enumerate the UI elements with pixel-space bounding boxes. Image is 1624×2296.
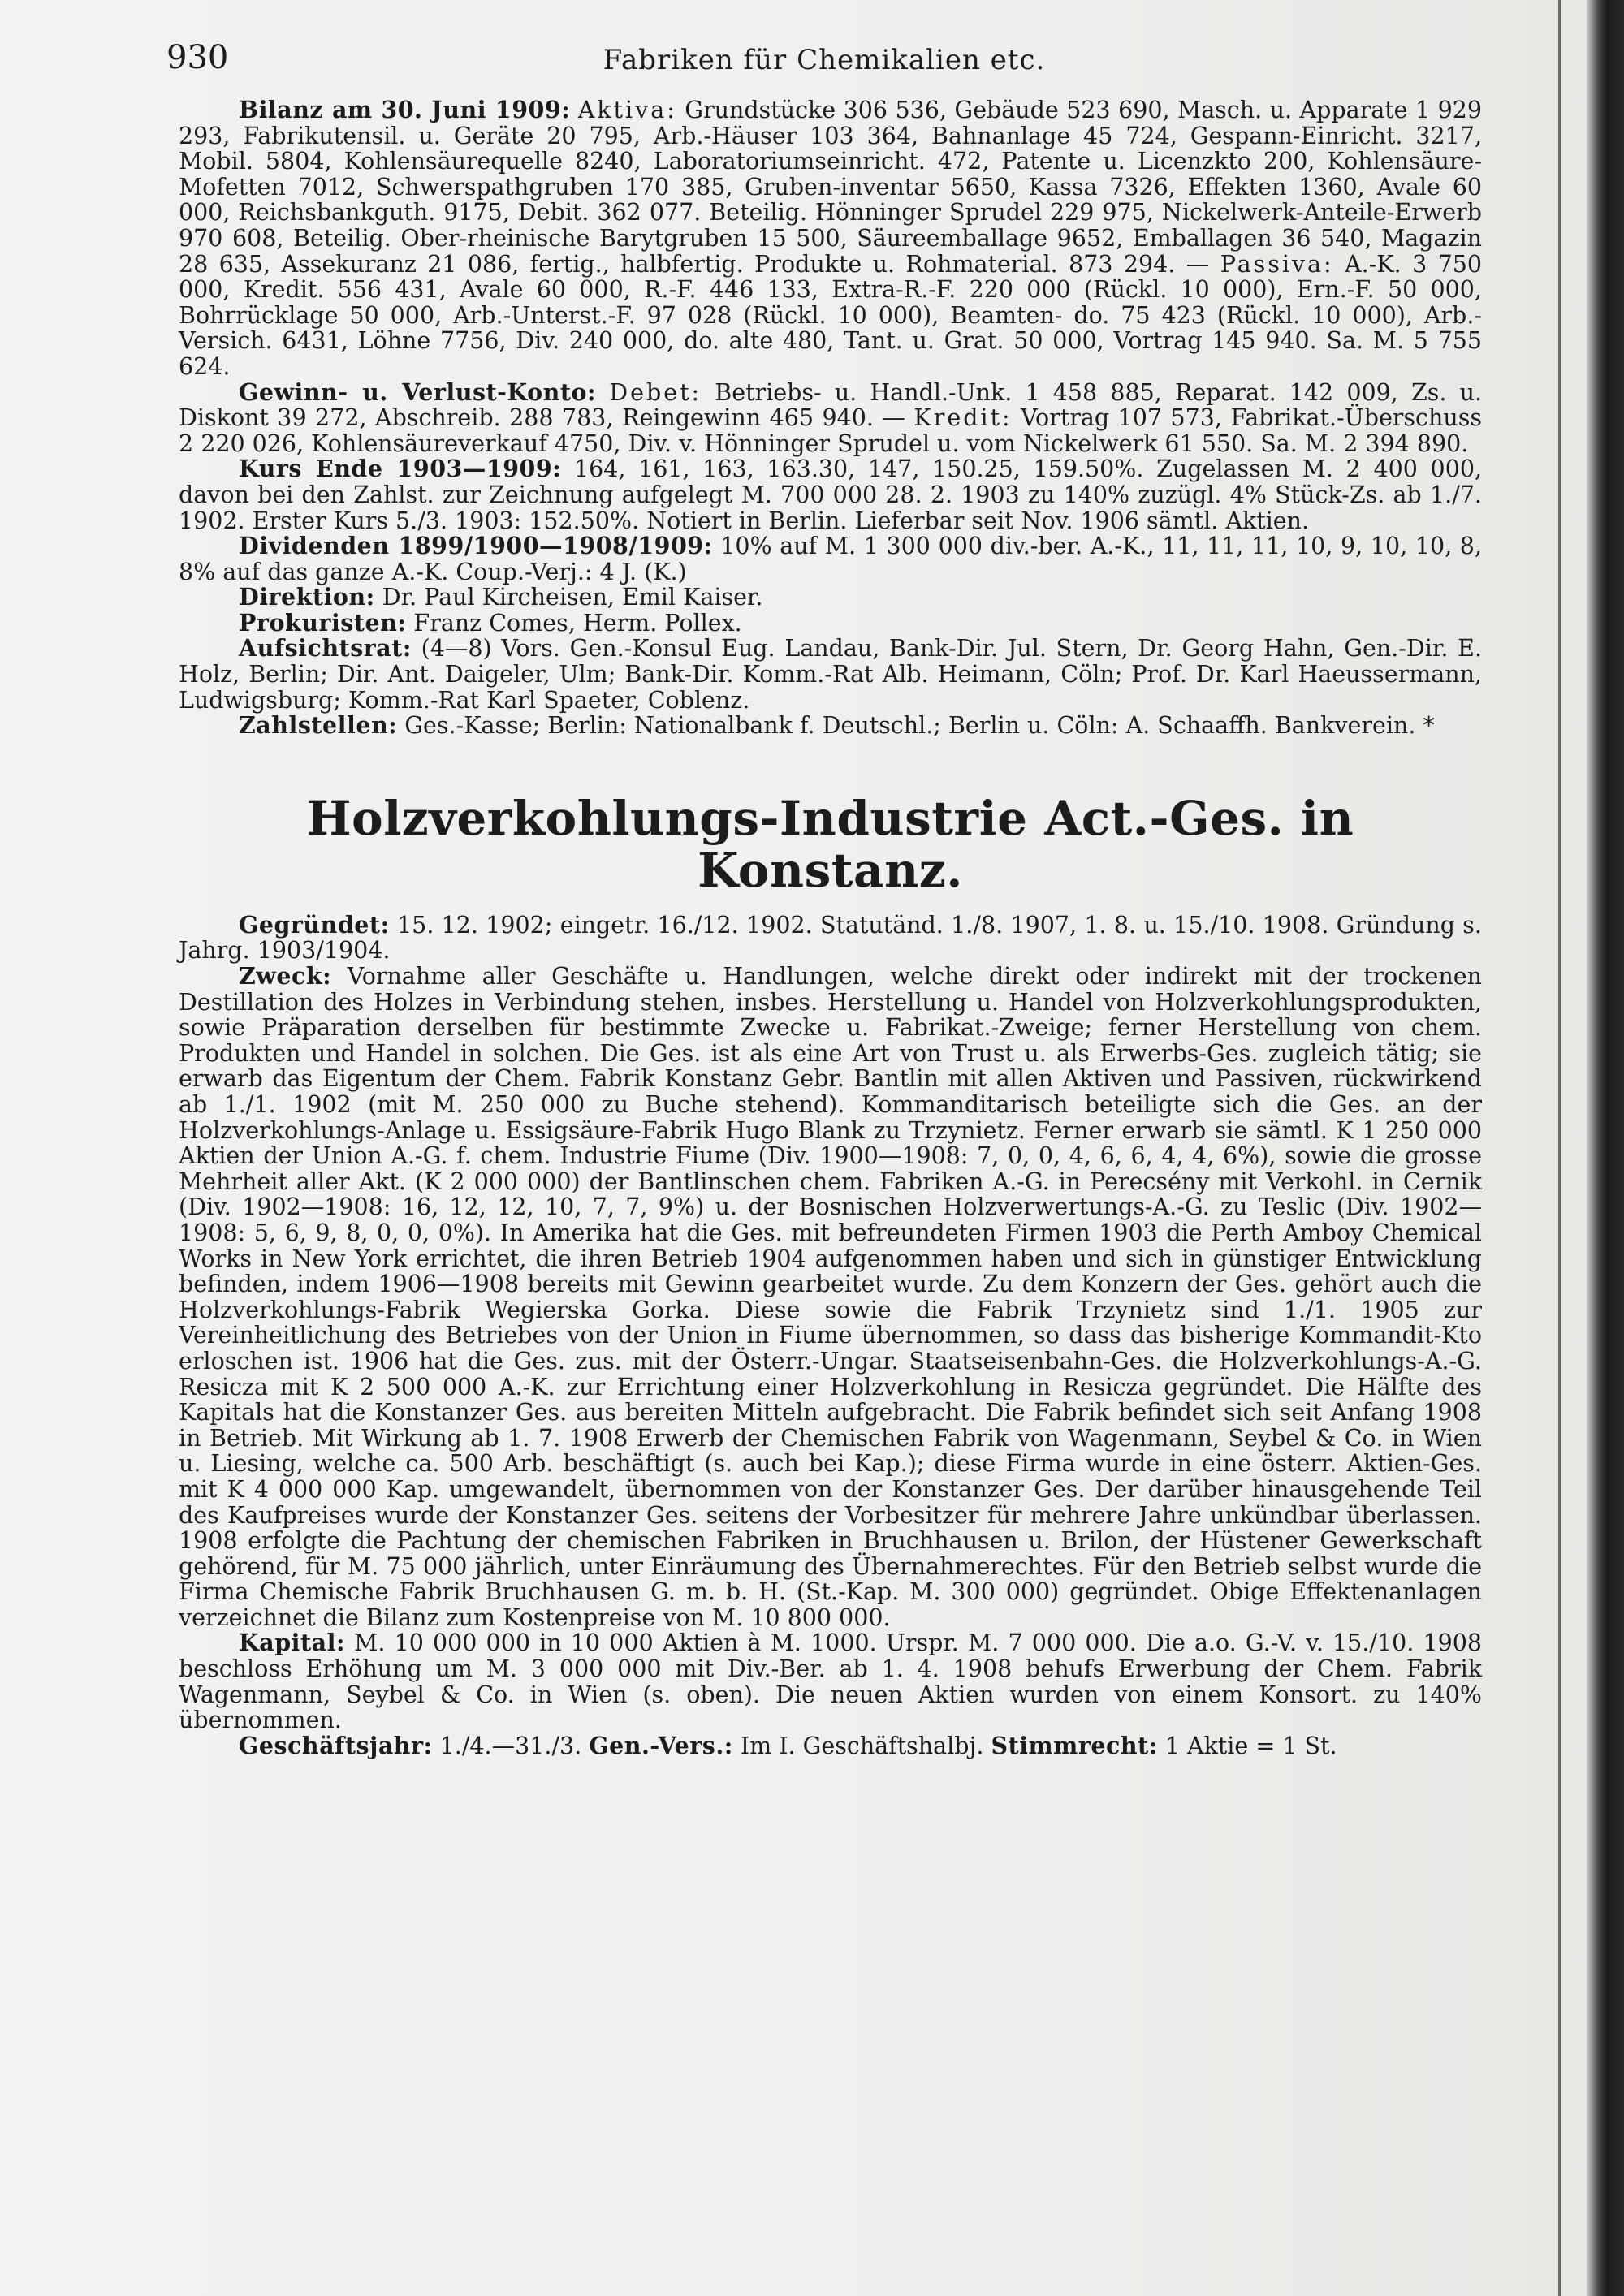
prokuristen-paragraph bbox=[179, 608, 1482, 637]
stimmrecht-label: Stimmrecht: bbox=[991, 1731, 1158, 1759]
kredit-text: Vortrag 107 573, Fabrikat.-Überschuss 2 220 026, Kohlensäureverkauf 4750, Div. v. Hönninger Sprudel u. vom Nickelwerk 61 550. Sa. M. 2 394 890. bbox=[179, 404, 1482, 457]
aufsichtsrat-paragraph bbox=[179, 636, 1482, 713]
binding-line bbox=[1558, 0, 1561, 2296]
debet-text: Betriebs- u. Handl.-Unk. 1 458 885, Reparat. 142 009, Zs. u. Diskont 39 272, Abschreib. 288 783, Reingewinn 465 940. — bbox=[179, 378, 1483, 432]
aufsichtsrat-text: (4—8) Vors. Gen.-Konsul Eug. Landau, Bank-Dir. Jul. Stern, Dr. Georg Hahn, Gen.-Dir. E. Holz, Berlin; Dir. Ant. Daigeler, Ulm; Bank-Dir. Komm.-Rat Alb. Heimann, Cöln; Prof. Dr. Karl Haeussermann, Ludwigsburg; Komm.-Rat Karl Spaeter, Coblenz. bbox=[179, 635, 1483, 714]
zweck-paragraph bbox=[179, 964, 1482, 1630]
zweck-label: Zweck: bbox=[239, 962, 332, 990]
kapital-paragraph bbox=[179, 1630, 1482, 1733]
page-content bbox=[179, 97, 1482, 1759]
stimmrecht-text: 1 Aktie = 1 St. bbox=[1164, 1732, 1337, 1759]
zahlstellen-label: Zahlstellen: bbox=[239, 711, 398, 740]
company-title: Holzverkohlungs-Industrie Act.-Ges. in Konstanz. bbox=[306, 790, 1354, 898]
gewinn-paragraph bbox=[179, 380, 1482, 457]
prokuristen-text: Franz Comes, Herm. Pollex. bbox=[413, 609, 742, 637]
dividenden-label: Dividenden 1899/1900—1908/1909: bbox=[239, 532, 713, 560]
zweck-text: Vornahme aller Geschäfte u. Handlungen, welche direkt oder indirekt mit der trockenen Destillation des Holzes in Verbindung stehen, insbes. Herstellung u. Handel von Holzverkohlungsprodukten, sowie Präparation derselben für bestimmte Zwecke u. Fabrikat.-Zweige; ferner Herstellung von chem. Produkten und Handel in solchen. Die Ges. ist als eine Art von Trust u. als Erwerbs-Ges. zugleich tätig; sie erwarb das Eigentum der Chem. Fabrik Konstanz Gebr. Bantlin mit allen Aktiven und Passiven, rückwirkend ab 1./1. 1902 (mit M. 250 000 zu Buche stehend). Kommanditarisch beteiligte sich die Ges. an der Holzverkohlungs-Anlage u. Essigsäure-Fabrik Hugo Blank zu Trzynietz. Ferner erwarb sie sämtl. K 1 250 000 Aktien der Union A.-G. f. chem. Industrie Fiume (Div. 1900—1908: 7, 0, 0, 4, 6, 6, 4, 4, 6%), sowie die grosse Mehrheit aller Akt. (K 2 000 000) der Bantlinschen chem. Fabriken A.-G. in Perecsény mit Verkohl. in Cernik (Div. 1902—1908: 16, 12, 12, 10, 7, 7, 9%) u. der Bosnischen Holzverwertungs-A.-G. zu Teslic (Div. 1902—1908: 5, 6, 9, 8, 0, 0, 0%). In Amerika hat die Ges. mit befreundeten Firmen 1903 die Perth Amboy Chemical Works in New York errichtet, die ihren Betrieb 1904 aufgenommen haben und sich in günstiger Entwicklung befinden, indem 1906—1908 bereits mit Gewinn gearbeitet wurde. Zu dem Konzern der Ges. gehört auch die Holzverkohlungs-Fabrik Wegierska Gorka. Diese sowie die Fabrik Trzynietz sind 1./1. 1905 zur Vereinheitlichung des Betriebes von der Union in Fiume übernommen, so dass das bisherige Kommandit-Kto erloschen ist. 1906 hat die Ges. zus. mit der Österr.-Ungar. Staatseisenbahn-Ges. die Holzverkohlungs-A.-G. Resicza mit K 2 500 000 A.-K. zur Errichtung einer Holzverkohlung in Resicza gegründet. Die Hälfte des Kapitals hat die Konstanzer Ges. aus bereiten Mitteln aufgebracht. Die Fabrik befindet sich seit Anfang 1908 in Betrieb. Mit Wirkung ab 1. 7. 1908 Erwerb der Chemischen Fabrik von Wagenmann, Seybel & Co. in Wien u. Liesing, welche ca. 500 Arb. beschäftigt (s. auch bei Kap.); diese Firma wurde in eine österr. Aktien-Ges. mit K 4 000 000 Kap. umgewandelt, übernommen von der Konstanzer Ges. Der darüber hinausgehende Teil des Kaufpreises wurde der Konstanzer Ges. seitens der Vorbesitzer für mehrere Jahre unkündbar überlassen. 1908 erfolgte die Pachtung der chemischen Fabriken in Bruchhausen u. Brilon, der Hüstener Gewerkschaft gehörend, für M. 75 000 jährlich, unter Einräumung des Übernahmerechtes. Für den Betrieb selbst wurde die Firma Chemische Fabrik Bruchhausen G. m. b. H. (St.-Kap. M. 300 000) gegründet. Obige Effektenanlagen verzeichnet die Bilanz zum Kostenpreise von M. 10 800 000. bbox=[179, 963, 1483, 1631]
direktion-label: Direktion: bbox=[239, 583, 375, 611]
geschaeftsjahr-paragraph bbox=[179, 1733, 1482, 1759]
gegruendet-paragraph bbox=[179, 910, 1482, 965]
gen-vers-label: Gen.-Vers.: bbox=[589, 1731, 733, 1759]
zahlstellen-paragraph bbox=[179, 713, 1482, 739]
debet-label: Debet: bbox=[609, 378, 702, 406]
passiva-label: Passiva: bbox=[1220, 250, 1334, 278]
page-header bbox=[166, 32, 1482, 81]
dividenden-text: 10% auf M. 1 300 000 div.-ber. A.-K., 11, 11, 11, 10, 9, 10, 10, 8, 8% auf das ganze A.-K. Coup.-Verj.: 4 J. (K.) bbox=[179, 533, 1482, 585]
aktiva-label: Aktiva: bbox=[577, 97, 677, 123]
bilanz-label: Bilanz am 30. Juni 1909: bbox=[239, 96, 571, 123]
zahlstellen-text: Ges.-Kasse; Berlin: Nationalbank f. Deutschl.; Berlin u. Cöln: A. Schaaffh. Bankverein. * bbox=[404, 712, 1435, 740]
direktion-text: Dr. Paul Kircheisen, Emil Kaiser. bbox=[382, 584, 763, 611]
kapital-text: M. 10 000 000 in 10 000 Aktien à M. 1000. Urspr. M. 7 000 000. Die a.o. G.-V. v. 15./10. 1908 beschloss Erhöhung um M. 3 000 000 mit Div.-Ber. ab 1. 4. 1908 behufs Erwerbung der Chem. Fabrik Wagenmann, Seybel & Co. in Wien (s. oben). Die neuen Aktien wurden von einem Konsort. zu 140% übernommen. bbox=[179, 1629, 1482, 1734]
gegruendet-label: Gegründet: bbox=[239, 910, 390, 939]
gewinn-label: Gewinn- u. Verlust-Konto: bbox=[239, 378, 597, 406]
prokuristen-label: Prokuristen: bbox=[239, 608, 407, 637]
bilanz-paragraph bbox=[179, 97, 1482, 380]
geschaeftsjahr-label: Geschäftsjahr: bbox=[239, 1731, 433, 1759]
kapital-label: Kapital: bbox=[239, 1629, 345, 1657]
book-spine bbox=[1587, 0, 1624, 2296]
kurs-label: Kurs Ende 1903—1909: bbox=[239, 455, 562, 483]
page-number: 930 bbox=[166, 39, 229, 76]
kurs-text: 164, 161, 163, 163.30, 147, 150.25, 159.50%. Zugelassen M. 2 400 000, davon bei den Zahlst. zur Zeichnung aufgelegt M. 700 000 28. 2. 1903 zu 140% zuzügl. 4% Stück-Zs. ab 1./7. 1902. Erster Kurs 5./3. 1903: 152.50%. Notiert in Berlin. Lieferbar seit Nov. 1906 sämtl. Aktien. bbox=[179, 455, 1483, 534]
kredit-label: Kredit: bbox=[914, 404, 1013, 432]
passiva-text: A.-K. 3 750 000, Kredit. 556 431, Avale 60 000, R.-F. 446 133, Extra-R.-F. 220 000 (Rückl. 10 000), Ern.-F. 50 000, Bohrrücklage 50 000, Arb.-Unterst.-F. 97 028 (Rückl. 10 000), Beamten- do. 75 423 (Rückl. 10 000), Arb.-Versich. 6431, Löhne 7756, Div. 240 000, do. alte 480, Tant. u. Grat. 50 000, Vortrag 145 940. Sa. M. 5 755 624. bbox=[179, 250, 1482, 380]
running-head: Fabriken für Chemikalien etc. bbox=[603, 44, 1046, 76]
aktiva-text: Grundstücke 306 536, Gebäude 523 690, Masch. u. Apparate 1 929 293, Fabrikutensil. u. Geräte 20 795, Arb.-Häuser 103 364, Bahnanlage 45 724, Gespann-Einricht. 3217, Mobil. 5804, Kohlensäurequelle 8240, Laboratoriumseinricht. 472, Patente u. Licenzkto 200, Kohlensäure-Mofetten 7012, Schwerspathgruben 170 385, Gruben-inventar 5650, Kassa 7326, Effekten 1360, Avale 60 000, Reichsbankguth. 9175, Debit. 362 077. Beteilig. Hönninger Sprudel 229 975, Nickelwerk-Anteile-Erwerb 970 608, Beteilig. Ober-rheinische Barytgruben 15 500, Säureemballage 9652, Emballagen 36 540, Magazin 28 635, Assekuranz 21 086, fertig., halbfertig. Produkte u. Rohmaterial. 873 294. — bbox=[179, 97, 1482, 278]
geschaeftsjahr-text: 1./4.—31./3. bbox=[439, 1732, 582, 1759]
dividenden-paragraph bbox=[179, 533, 1482, 585]
kurs-paragraph bbox=[179, 456, 1482, 533]
gegruendet-text: 15. 12. 1902; eingetr. 16./12. 1902. Statutänd. 1./8. 1907, 1. 8. u. 15./10. 1908. Gründung s. Jahrg. 1903/1904. bbox=[179, 911, 1482, 965]
direktion-paragraph bbox=[179, 585, 1482, 611]
aufsichtsrat-label: Aufsichtsrat: bbox=[239, 634, 412, 662]
gen-vers-text: Im I. Geschäftshalbj. bbox=[740, 1732, 984, 1759]
